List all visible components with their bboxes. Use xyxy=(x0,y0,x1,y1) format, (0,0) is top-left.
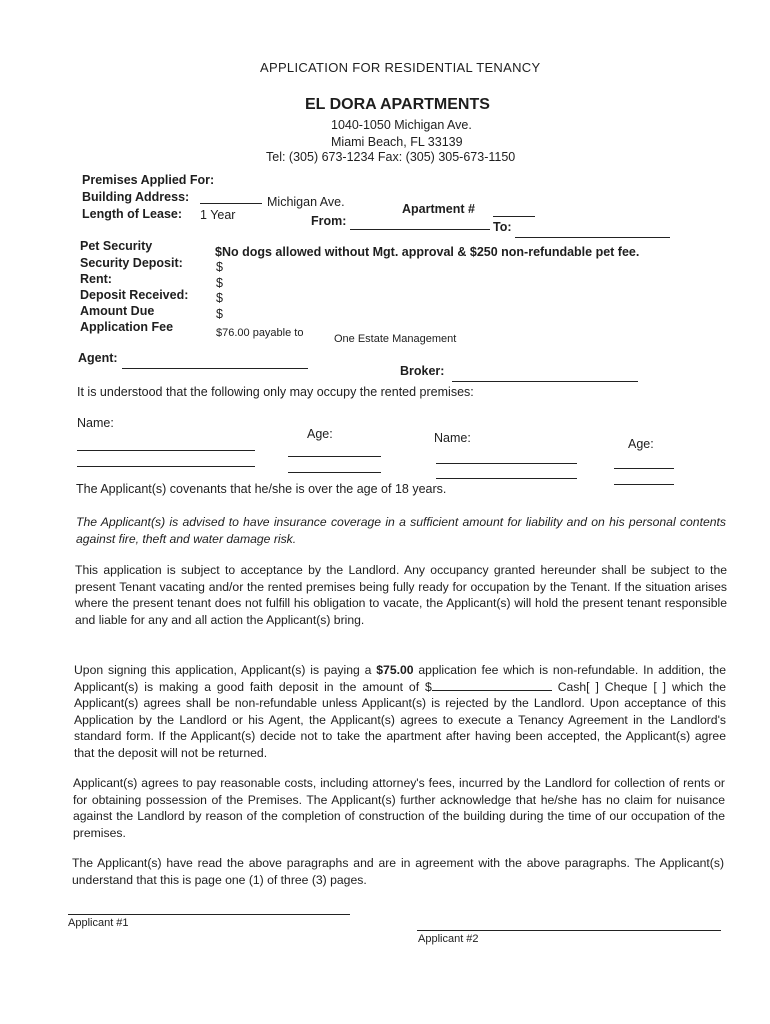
building-address-label: Building Address: xyxy=(82,190,190,204)
occupant-name-field[interactable] xyxy=(77,466,255,467)
deposit-amount-field[interactable] xyxy=(432,680,552,691)
occupant-age-field[interactable] xyxy=(288,472,381,473)
occupant-age-label-1: Age: xyxy=(307,427,333,441)
address-line-2: Miami Beach, FL 33139 xyxy=(331,135,463,149)
deposit-text-3: Cash[ ] Cheque [ ] which the Applicant(s) agrees shall be non-refundable unless Applicant(s) is rejected by the Landlord. Upon acceptance of this Application by the Landlord or his Agent, the Applicant(s) agrees to execute a Tenancy Agreement in the Landlord's standard form. If the Applicant(s) decide not to take the apartment after having been accepted, the Applicant(s) agree that the deposit will not be returned. xyxy=(74,679,726,760)
age-covenant-text: The Applicant(s) covenants that he/she is over the age of 18 years. xyxy=(76,482,447,496)
pet-security-label: Pet Security xyxy=(80,239,153,253)
occupant-name-field[interactable] xyxy=(436,478,577,479)
occupant-age-field[interactable] xyxy=(614,484,674,485)
deposit-text-1: Upon signing this application, Applicant(s) is paying a xyxy=(74,663,372,677)
acceptance-paragraph: This application is subject to acceptance by the Landlord. Any occupancy granted hereunder shall be subject to the present Tenant vacating and/or the rented premises being fully ready for occupation by the Tenant. If the situation arises where the present tenant does not fulfill his obligation to vacate, the Applicant(s) will hold the present tenant responsible and liable for any and all action the Applicant(s) bring. xyxy=(75,563,727,627)
applicant-1-signature-line[interactable] xyxy=(68,914,350,915)
occupant-name-field[interactable] xyxy=(436,463,577,464)
security-deposit-label: Security Deposit: xyxy=(80,256,183,270)
amount-due-label: Amount Due xyxy=(80,304,155,318)
costs-paragraph: Applicant(s) agrees to pay reasonable costs, including attorney's fees, incurred by the Landlord for collection of rents or for obtaining possession of the Premises. The Applicant(s) further acknowledge that he/she has no claim for nuisance against the Landlord by reason of the completion of construction of the building during the time of our occupation of the premises. xyxy=(73,776,725,840)
address-line-1: 1040-1050 Michigan Ave. xyxy=(331,118,472,132)
apartment-label: Apartment # xyxy=(402,202,475,216)
deposit-received-dollar: $ xyxy=(216,291,223,305)
occupants-intro: It is understood that the following only may occupy the rented premises: xyxy=(77,385,474,399)
broker-label: Broker: xyxy=(400,364,445,378)
pet-policy-text: $No dogs allowed without Mgt. approval & $250 non-refundable pet fee. xyxy=(215,245,640,259)
company-name: EL DORA APARTMENTS xyxy=(305,96,490,113)
to-date-field[interactable] xyxy=(515,237,670,238)
occupant-name-label-2: Name: xyxy=(434,431,471,445)
insurance-notice: The Applicant(s) is advised to have insurance coverage in a sufficient amount for liability and on his personal contents against fire, theft and water damage risk. xyxy=(76,515,726,546)
agent-label: Agent: xyxy=(78,351,118,365)
occupant-age-field[interactable] xyxy=(614,468,674,469)
application-fee-value: $76.00 payable to xyxy=(216,327,304,339)
form-title: APPLICATION FOR RESIDENTIAL TENANCY xyxy=(260,60,541,75)
building-address-field[interactable] xyxy=(200,203,262,204)
broker-field[interactable] xyxy=(452,381,638,382)
phone-fax: Tel: (305) 673-1234 Fax: (305) 305-673-1150 xyxy=(266,150,516,164)
lease-length-label: Length of Lease: xyxy=(82,207,183,221)
apartment-field[interactable] xyxy=(493,216,535,217)
occupant-age-field[interactable] xyxy=(288,456,381,457)
lease-length-value: 1 Year xyxy=(200,208,236,222)
deposit-paragraph xyxy=(74,662,726,761)
from-date-field[interactable] xyxy=(350,229,490,230)
applicant-2-signature-line[interactable] xyxy=(417,930,721,931)
agent-field[interactable] xyxy=(122,368,308,369)
deposit-received-label: Deposit Received: xyxy=(80,288,189,302)
payee-name: One Estate Management xyxy=(334,333,457,345)
premises-heading: Premises Applied For: xyxy=(82,173,215,187)
applicant-2-label: Applicant #2 xyxy=(418,933,479,945)
security-deposit-dollar: $ xyxy=(216,260,223,274)
occupant-age-label-2: Age: xyxy=(628,437,654,451)
building-address-value: Michigan Ave. xyxy=(267,195,345,209)
occupant-name-label-1: Name: xyxy=(77,416,114,430)
amount-due-dollar: $ xyxy=(216,307,223,321)
rent-label: Rent: xyxy=(80,272,112,286)
agreement-paragraph: The Applicant(s) have read the above paragraphs and are in agreement with the above paragraphs. The Applicant(s) understand that this is page one (1) of three (3) pages. xyxy=(72,856,724,887)
applicant-1-label: Applicant #1 xyxy=(68,917,129,929)
rent-dollar: $ xyxy=(216,276,223,290)
occupant-name-field[interactable] xyxy=(77,450,255,451)
application-fee-amount: $75.00 xyxy=(376,663,414,677)
deposit-text-2: application fee which is non-refundable. In addition, the Applicant(s) is making a good faith deposit in the amount of $ xyxy=(74,663,726,694)
to-label: To: xyxy=(493,220,512,234)
from-label: From: xyxy=(311,214,347,228)
application-fee-label: Application Fee xyxy=(80,320,174,334)
